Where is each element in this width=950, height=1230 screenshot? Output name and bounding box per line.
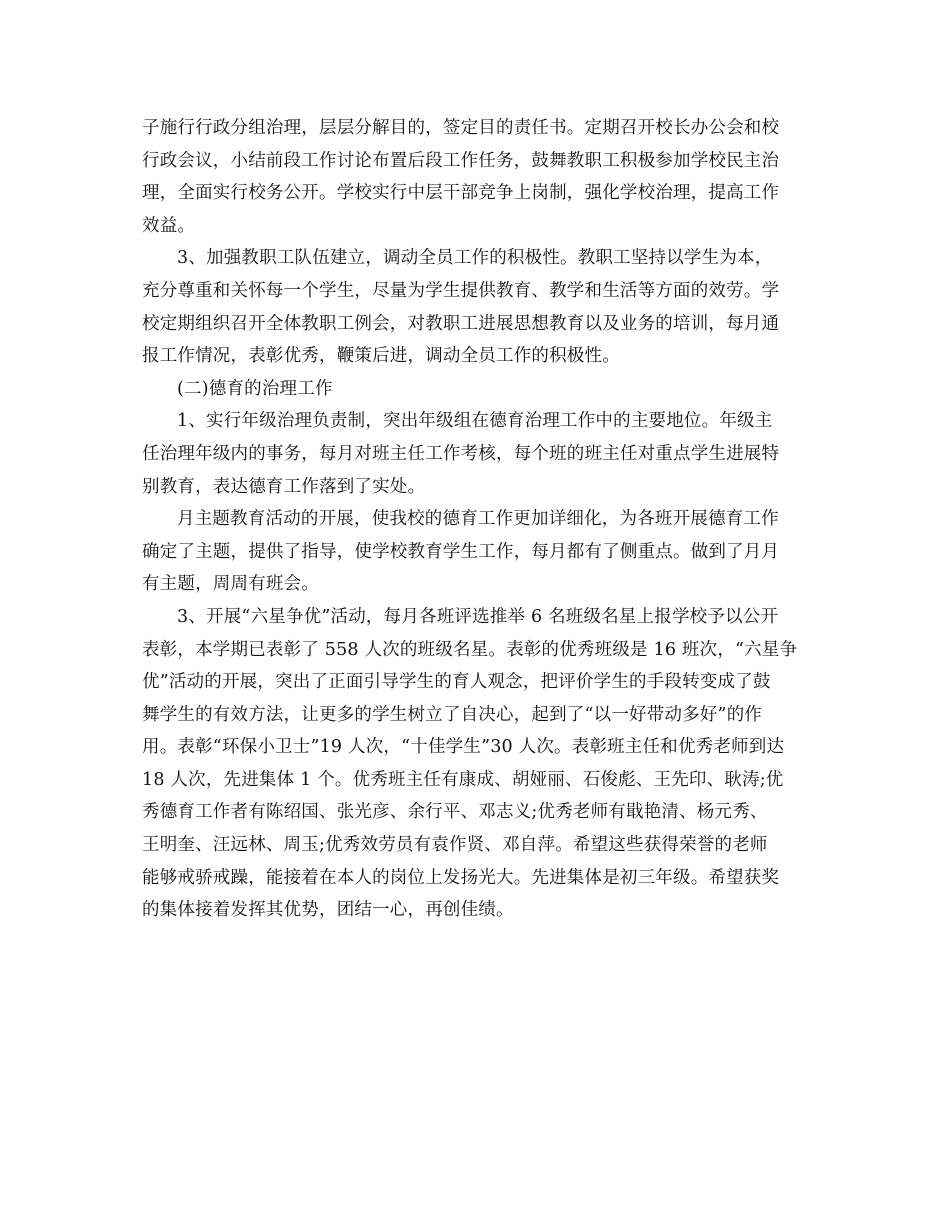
section-heading: (二)德育的治理工作 xyxy=(177,378,333,399)
text-line: 任治理年级内的事务，每月对班主任工作考核，每个班的班主任对重点学生进展特 xyxy=(142,443,780,464)
text-line: 18 人次，先进集体 1 个。优秀班主任有康成、胡娅丽、石俊彪、王先印、耿涛;优 xyxy=(142,769,784,790)
text-line: 用。表彰“环保小卫士”19 人次，“十佳学生”30 人次。表彰班主任和优秀老师到达 xyxy=(142,737,785,758)
text-line: 3、开展“六星争优”活动，每月各班评选推举 6 名班级名星上报学校予以公开 xyxy=(177,606,779,627)
text-line: 子施行行政分组治理，层层分解目的，签定目的责任书。定期召开校长办公会和校 xyxy=(142,118,780,138)
text-line: 校定期组织召开全体教职工例会，对教职工进展思想教育以及业务的培训，每月通 xyxy=(142,313,780,334)
text-line: 的集体接着发挥其优势，团结一心，再创佳绩。 xyxy=(142,900,514,921)
text-line: 1、实行年级治理负责制，突出年级组在德育治理工作中的主要地位。年级主 xyxy=(177,411,773,432)
text-line: 充分尊重和关怀每一个学生，尽量为学生提供教育、教学和生活等方面的效劳。学 xyxy=(142,280,780,301)
text-line: 秀德育工作者有陈绍国、张光彦、余行平、邓志义;优秀老师有戢艳清、杨元秀、 xyxy=(142,802,768,823)
text-line: 理，全面实行校务公开。学校实行中层干部竞争上岗制，强化学校治理，提高工作 xyxy=(142,183,780,204)
text-line: 有主题，周周有班会。 xyxy=(142,574,319,595)
text-line: 月主题教育活动的开展，使我校的德育工作更加详细化，为各班开展德育工作 xyxy=(177,509,779,530)
text-line: 别教育，表达德育工作落到了实处。 xyxy=(142,476,426,497)
text-line: 优”活动的开展，突出了正面引导学生的育人观念，把评价学生的手段转变成了鼓 xyxy=(142,672,771,693)
text-line: 王明奎、汪远林、周玉;优秀效劳员有袁作贤、邓自萍。希望这些获得荣誉的老师 xyxy=(142,835,768,856)
document-page xyxy=(142,112,812,927)
text-line: 效益。 xyxy=(142,215,196,236)
text-line: 能够戒骄戒躁，能接着在本人的岗位上发扬光大。先进集体是初三年级。希望获奖 xyxy=(142,867,780,888)
text-line: 舞学生的有效方法，让更多的学生树立了自决心，起到了“以一好带动多好”的作 xyxy=(142,704,763,725)
text-line: 确定了主题，提供了指导，使学校教育学生工作，每月都有了侧重点。做到了月月 xyxy=(142,541,780,562)
text-line: 报工作情况，表彰优秀，鞭策后进，调动全员工作的积极性。 xyxy=(142,346,620,367)
text-line: 行政会议，小结前段工作讨论布置后段工作任务，鼓舞教职工积极参加学校民主治 xyxy=(142,150,780,171)
text-line: 3、加强教职工队伍建立，调动全员工作的积极性。教职工坚持以学生为本， xyxy=(177,248,773,269)
text-line: 表彰，本学期已表彰了 558 人次的班级名星。表彰的优秀班级是 16 班次，“六星争 xyxy=(142,639,798,660)
